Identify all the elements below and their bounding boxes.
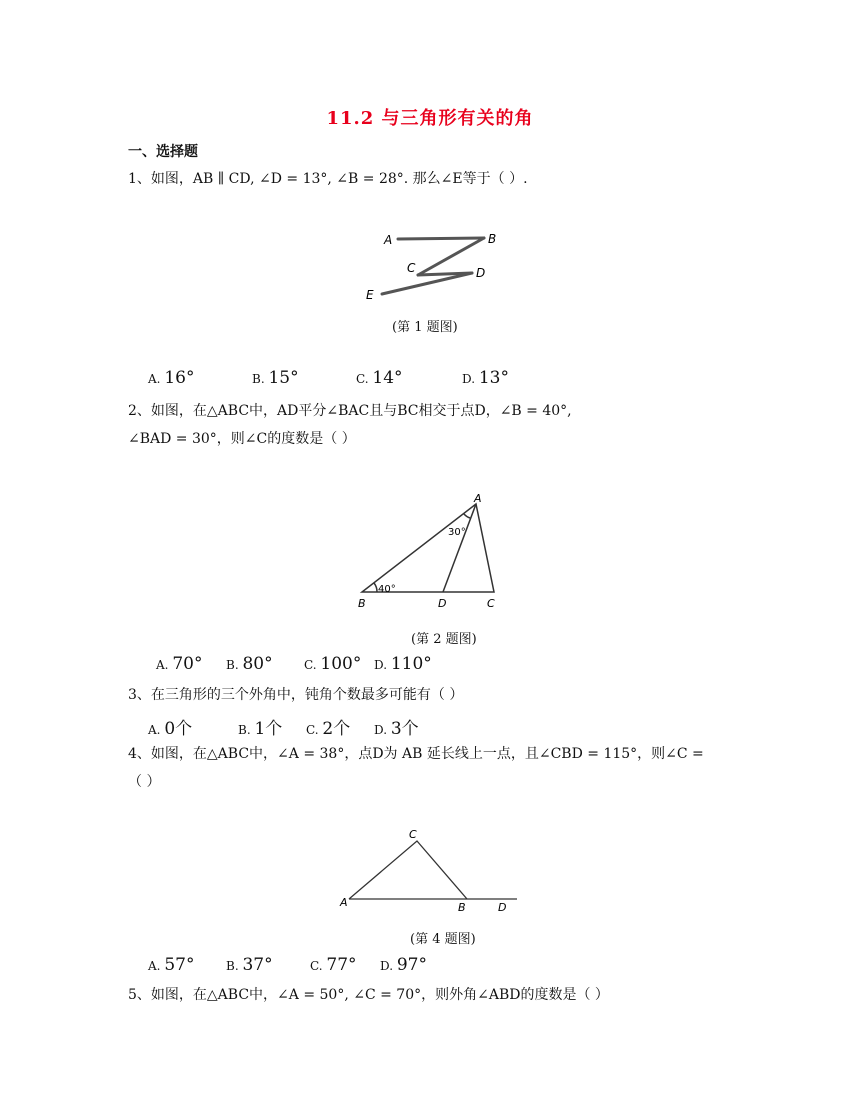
angle-b-arc — [374, 583, 377, 592]
option-a[interactable]: A. 70° — [156, 654, 203, 674]
option-c[interactable]: C. 77° — [310, 955, 357, 975]
question-5-text: 5、如图，在△ABC中，∠A = 50°, ∠C = 70°，则外角∠ABD的度数是（ ） — [128, 987, 609, 1003]
question-3-text: 3、在三角形的三个外角中，钝角个数最多可能有（ ） — [128, 687, 464, 703]
figure-1-caption: (第 1 题图) — [392, 320, 458, 335]
label-b: B — [358, 597, 366, 610]
question-1-text: 1、如图，AB ∥ CD, ∠D = 13°, ∠B = 28°. 那么∠E等于（ ）. — [128, 171, 528, 187]
question-1-options — [148, 368, 509, 388]
triangle-abc — [362, 504, 494, 592]
option-b[interactable]: B. 15° — [252, 368, 299, 388]
question-4-text: 4、如图，在△ABC中，∠A = 38°，点D为 AB 延长线上一点，且∠CBD = 115°，则∠C = — [128, 746, 704, 762]
option-c[interactable]: C. 14° — [356, 368, 403, 388]
label-a: A — [340, 896, 348, 909]
label-c: C — [409, 828, 417, 841]
label-c: C — [487, 597, 495, 610]
option-d[interactable]: D. 97° — [380, 955, 427, 975]
label-a: A — [474, 492, 482, 505]
angle-b-label: 40° — [378, 584, 396, 595]
question-2-figure — [350, 488, 510, 614]
question-2-text-line2: ∠BAD = 30°，则∠C的度数是（ ） — [128, 431, 356, 447]
angle-bad-label: 30° — [448, 527, 466, 538]
label-e: E — [366, 288, 374, 302]
label-c: C — [407, 261, 416, 275]
segment-bc — [418, 238, 484, 275]
question-4-options — [148, 955, 427, 975]
option-c[interactable]: C. 100° — [304, 654, 362, 674]
question-1-figure — [360, 225, 510, 305]
label-d: D — [438, 597, 447, 610]
page-title: 11.2 与三角形有关的角 — [326, 108, 534, 129]
label-b: B — [458, 901, 466, 914]
option-a[interactable]: A. 57° — [148, 955, 195, 975]
label-b: B — [488, 232, 497, 246]
option-a[interactable]: A. 16° — [148, 368, 195, 388]
option-d[interactable]: D. 3个 — [374, 719, 419, 739]
segment-ab — [398, 238, 484, 239]
angle-bad-arc — [464, 514, 470, 518]
question-3-options — [148, 714, 419, 739]
question-4-text-line2: （ ） — [128, 774, 161, 790]
question-2-text: 2、如图，在△ABC中，AD平分∠BAC且与BC相交于点D，∠B = 40°, — [128, 403, 572, 419]
question-2-options — [156, 654, 432, 674]
option-b[interactable]: B. 80° — [226, 654, 273, 674]
question-4-figure — [335, 825, 525, 915]
figure-2-caption: (第 2 题图) — [411, 632, 477, 647]
figure-4-caption: (第 4 题图) — [410, 932, 476, 947]
option-a[interactable]: A. 0个 — [148, 719, 193, 739]
option-c[interactable]: C. 2个 — [306, 719, 351, 739]
triangle-sides — [349, 841, 467, 899]
option-d[interactable]: D. 13° — [462, 368, 509, 388]
label-a: A — [384, 233, 393, 247]
option-b[interactable]: B. 1个 — [238, 719, 283, 739]
section-heading: 一、选择题 — [128, 144, 198, 160]
label-d: D — [476, 266, 486, 280]
option-b[interactable]: B. 37° — [226, 955, 273, 975]
label-d: D — [498, 901, 507, 914]
option-d[interactable]: D. 110° — [374, 654, 432, 674]
